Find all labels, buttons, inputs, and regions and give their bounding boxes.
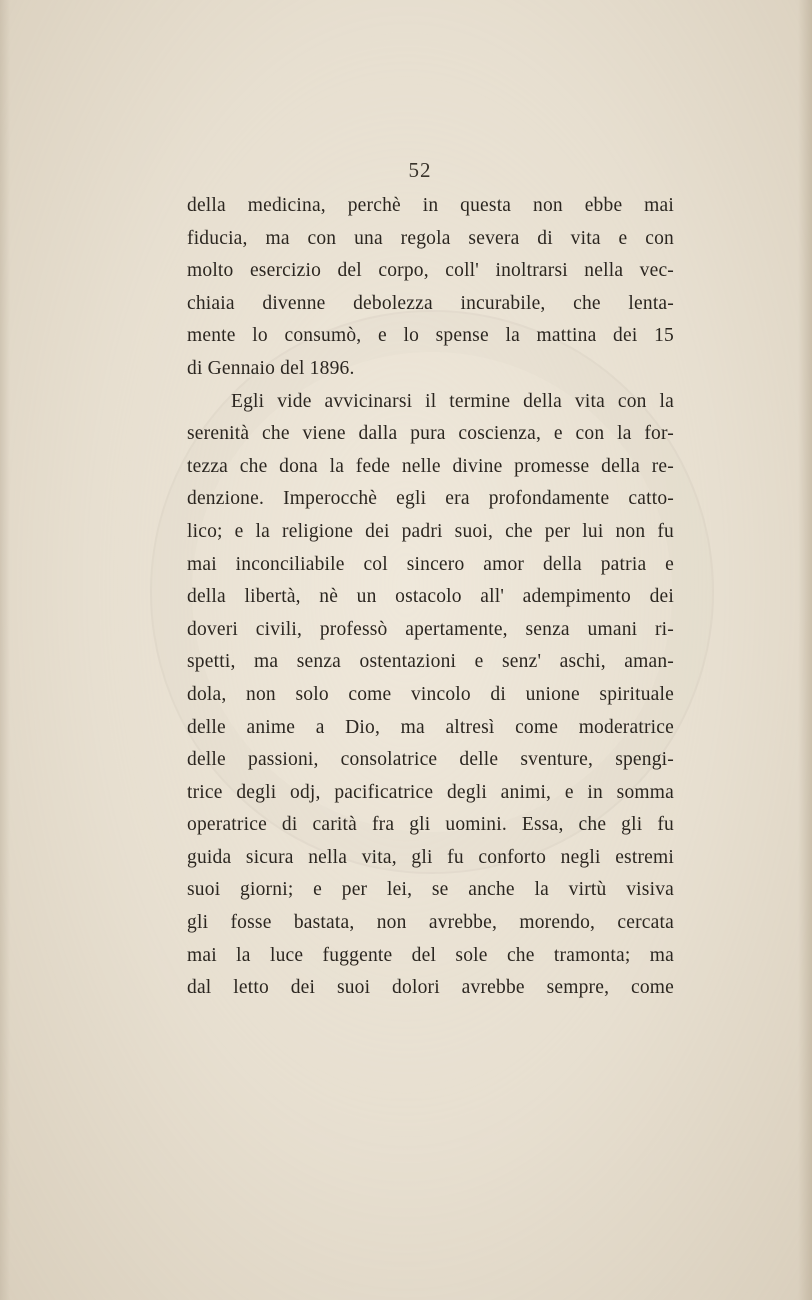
text-line: della medicina, perchè in questa non ebbe mai [187, 195, 674, 216]
text-line: dola, non solo come vincolo di unione spirituale [187, 683, 674, 705]
text-line: trice degli odj, pacificatrice degli animi, e in somma [187, 781, 674, 803]
text-line: mai inconciliabile col sincero amor della patria e [187, 553, 674, 575]
text-line: mai la luce fuggente del sole che tramonta; ma [187, 944, 674, 966]
text-line: mente lo consumò, e lo spense la mattina dei 15 [187, 325, 674, 347]
page-number: 52 [408, 158, 432, 182]
text-line: denzione. Imperocchè egli era profondamente catto- [187, 488, 674, 510]
text-line: dal letto dei suoi dolori avrebbe sempre, come [187, 977, 674, 999]
text-line: suoi giorni; e per lei, se anche la virtù visiva [187, 879, 674, 901]
text-line: guida sicura nella vita, gli fu conforto negli estremi [187, 846, 674, 868]
text-line: lico; e la religione dei padri suoi, che per lui non fu [187, 520, 674, 542]
page-edge-left [0, 0, 10, 1300]
text-line: operatrice di carità fra gli uomini. Essa, che gli fu [187, 814, 674, 836]
text-line: delle anime a Dio, ma altresì come moderatrice [187, 716, 674, 738]
text-line: delle passioni, consolatrice delle sventure, spengi- [187, 749, 674, 771]
text-line: di Gennaio del 1896. [187, 357, 355, 379]
text-line: doveri civili, professò apertamente, senza umani ri- [187, 618, 674, 640]
text-line: serenità che viene dalla pura coscienza, e con la for- [187, 423, 674, 445]
text-line: chiaia divenne debolezza incurabile, che lenta- [187, 292, 674, 314]
text-line: fiducia, ma con una regola severa di vita e con [187, 227, 674, 249]
text-line: della libertà, nè un ostacolo all' adempimento dei [187, 586, 674, 608]
text-line: tezza che dona la fede nelle divine promesse della re- [187, 455, 674, 477]
body-text [187, 190, 674, 1005]
text-line: molto esercizio del corpo, coll' inoltrarsi nella vec- [187, 260, 674, 282]
text-line: spetti, ma senza ostentazioni e senz' aschi, aman- [187, 651, 674, 673]
text-line: gli fosse bastata, non avrebbe, morendo, cercata [187, 912, 674, 934]
page-edge-right [798, 0, 812, 1300]
text-line: Egli vide avvicinarsi il termine della vita con la [231, 390, 674, 412]
